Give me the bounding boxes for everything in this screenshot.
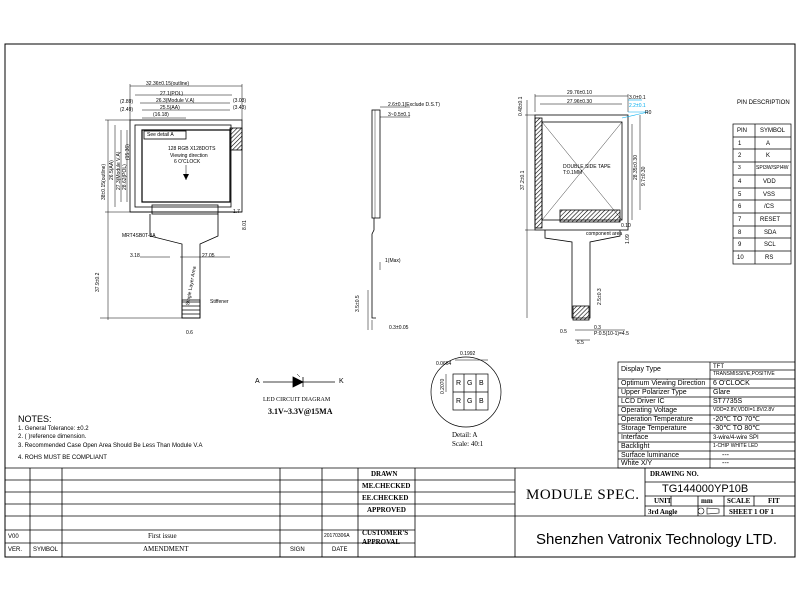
note-4: 4. ROHS MUST BE COMPLIANT (18, 455, 107, 461)
led-cathode-label: K (339, 378, 344, 385)
dim-2-49: (2.49) (120, 107, 134, 113)
spec-op-temp-value: -20℃ TO 70℃ (713, 416, 760, 423)
dim-2-89: (2.89) (120, 99, 134, 105)
tb-company: Shenzhen Vatronix Technology LTD. (536, 531, 777, 548)
tb-drawing-no: TG144000YP10B (662, 483, 749, 495)
spec-luminance-value: --- (722, 452, 729, 459)
pin-1: 1 (738, 141, 742, 147)
back-dim-height: 37.2±0.1 (520, 170, 526, 190)
screen-text-clock: 6 O'CLOCK (174, 159, 201, 165)
spec-storage-temp-label: Storage Temperature (621, 425, 687, 432)
back-view (525, 94, 640, 340)
tb-approved: APPROVED (367, 506, 406, 514)
tape-label-2: T:0.1MM (563, 170, 583, 176)
pin-8-symbol: SDA (764, 230, 777, 236)
back-fpc (545, 230, 623, 318)
fpc-single-layer-label: Single Layer Area (185, 265, 198, 306)
pin-3: 3 (738, 165, 741, 171)
tb-header-sign: SIGN (290, 547, 305, 553)
dim-height-total: 37.9±0.2 (95, 272, 101, 292)
side-dim-0-3: 0.3±0.05 (389, 325, 409, 331)
tb-unit-label: UNIT (654, 497, 672, 505)
back-dim-inner: 28.35±0.30 (633, 155, 639, 180)
component-area-label: component area (586, 231, 623, 237)
front-hatch (230, 128, 242, 150)
dim-aa-width: 25.5(AA) (160, 105, 180, 111)
dim-3-43: (3.43) (233, 105, 247, 111)
tb-header-symbol: SYMBOL (33, 547, 59, 553)
tb-module-spec: MODULE SPEC. (526, 487, 640, 503)
back-dim-0-5: 0.5 (560, 329, 567, 335)
back-dim-pitch: P:0.5(10-1)=4.5 (594, 331, 629, 337)
pin-header-pin: PIN (737, 128, 748, 134)
side-body (372, 110, 380, 218)
spec-display-type-label: Display Type (621, 366, 661, 373)
spec-backlight-label: Backlight (621, 443, 650, 450)
back-fpc-contacts (573, 306, 589, 320)
note-3: 3. Recommended Case Open Area Should Be Less Than Module V.A (18, 443, 203, 449)
tb-scale-label: SCALE (727, 497, 751, 505)
tb-me-checked: ME.CHECKED (362, 482, 411, 490)
detail-cell-g1: G (467, 380, 473, 387)
spec-driver-label: LCD Driver IC (621, 398, 665, 405)
tb-header-date: DATE (332, 547, 348, 553)
back-dim-right-2: 2.2±0.1 (629, 103, 646, 109)
pin-10-symbol: RS (765, 255, 774, 261)
tb-rev-ver: V00 (8, 534, 19, 540)
detail-cell-g2: G (467, 398, 473, 405)
pin-header-symbol: SYMBOL (760, 128, 786, 134)
pin-10: 10 (737, 255, 744, 261)
spec-white-value: --- (722, 460, 729, 467)
tb-scale-value: FIT (768, 497, 780, 505)
spec-op-temp-label: Operation Temperature (621, 416, 693, 423)
spec-viewing-label: Optimum Viewing Direction (621, 380, 706, 387)
led-anode-label: A (255, 378, 260, 385)
spec-voltage-label: Operating Voltage (621, 407, 678, 414)
detail-cell-r2: R (456, 398, 462, 405)
dim-va-width: 26.3(Module V.A) (156, 98, 195, 104)
note-1: 1. General Tolerance: ±0.2 (18, 426, 89, 432)
spec-luminance-label: Surface luminance (621, 452, 679, 459)
dim-1-7: 1.7 (233, 209, 240, 215)
dim-outline-width: 32.36±0.15(outline) (146, 81, 190, 87)
led-circuit (263, 374, 335, 387)
tb-customers-approval-1: CUSTOMER'S (362, 529, 409, 537)
pin-4-symbol: VDD (763, 179, 776, 185)
detail-cell-r1: R (456, 380, 462, 387)
pin-table (733, 124, 791, 264)
pin-5-symbol: VSS (763, 192, 776, 198)
led-circuit-spec: 3.1V~3.3V@15MA (268, 407, 333, 416)
pin-6: 6 (738, 204, 742, 210)
detail-cell-b2: B (479, 398, 484, 405)
tb-rev-date: 20170306A (324, 533, 350, 539)
dim-3-18: 3.18 (130, 253, 140, 259)
spec-storage-temp-value: -30℃ TO 80℃ (713, 425, 760, 432)
tb-rev-amendment: First issue (148, 532, 177, 540)
tb-angle-label: 3rd Angle (648, 508, 678, 516)
detail-label: Detail: A (452, 431, 478, 439)
pin-6-symbol: /CS (764, 204, 775, 210)
side-dim-3-5: 3.5±0.5 (355, 295, 361, 312)
tb-header-amendment: AMENDMENT (143, 545, 189, 553)
tb-customers-approval-2: APPROVAL (362, 538, 400, 546)
third-angle-symbol-icon (698, 508, 719, 514)
dim-height-aa: 26.5(AA) (109, 160, 115, 180)
note-2: 2. ( )reference dimension. (18, 434, 87, 440)
back-dim-0-3: 0.3 (594, 325, 601, 331)
see-detail-label: See detail A (147, 132, 174, 138)
pin-9-symbol: SCL (764, 242, 776, 248)
side-dim-glass: 3~0.5±0.1 (388, 112, 411, 118)
screen-text-viewing: Viewing direction (170, 153, 208, 159)
spec-backlight-value: 1-CHIP WHITE LED (713, 443, 758, 449)
dim-height-outline: 38±0.15(outline) (101, 163, 107, 200)
back-dim-left-top: 0.48±0.1 (518, 96, 524, 116)
side-dim-top: 2.6±0.1(Exclude D.S.T) (388, 102, 440, 108)
spec-viewing-value: 6 O'CLOCK (713, 380, 750, 387)
side-view (368, 107, 410, 330)
dim-8-01: 8.01 (242, 220, 248, 230)
pin-7-symbol: RESET (760, 217, 781, 223)
spec-interface-value: 3-wire/4-wire SPI (713, 435, 759, 441)
pin-description-title: PIN DESCRIPTION (737, 100, 790, 106)
ic-label: MRT4SB0T-3A (122, 233, 156, 239)
front-bottom-strip (152, 205, 218, 214)
tb-drawing-no-label: DRAWING NO. (650, 470, 699, 478)
back-dim-2-5: 2.5±0.3 (597, 288, 603, 305)
spec-voltage-value: VDD=2.8V,VDDI=1.8V/2.8V (713, 407, 775, 413)
pin-3-symbol: SPI3W/SPI4W (756, 165, 789, 171)
tb-header-ver: VER. (8, 547, 23, 553)
dim-height-pol: 28.62(POL) (122, 164, 128, 190)
front-view (100, 81, 242, 320)
side-fpc (372, 218, 376, 318)
pin-2: 2 (738, 153, 742, 159)
back-component-area (560, 210, 620, 222)
spec-polarizer-value: Glare (713, 389, 731, 396)
side-dim-1-max: 1(Max) (385, 258, 401, 264)
spec-polarizer-label: Upper Polarizer Type (621, 389, 687, 396)
spec-interface-label: Interface (621, 434, 649, 441)
tb-sheet: SHEET 1 OF 1 (729, 508, 774, 516)
back-hatch-left (535, 118, 542, 228)
detail-dim-0-0664: 0.0664 (436, 361, 452, 367)
stiffener-label: Stiffener (210, 299, 229, 305)
tape-label-1: DOUBLE SIDE TAPE (563, 164, 611, 170)
back-dim-5-5: 5.5 (577, 340, 584, 346)
spec-display-type-value-2: TRANSMISSIVE,POSITIVE (713, 371, 775, 377)
pin-8: 8 (738, 230, 742, 236)
pin-7: 7 (738, 217, 742, 223)
spec-white-label: White X/Y (621, 460, 653, 467)
screen-text-resolution: 128 RGB X128DOTS (168, 146, 216, 152)
led-circuit-title: LED CIRCUIT DIAGRAM (263, 397, 331, 403)
dim-height-va: 27.3(Module V.A) (116, 151, 122, 190)
notes-title: NOTES: (18, 414, 52, 424)
pin-5: 5 (738, 192, 742, 198)
back-dim-width-2: 27.96±0.30 (567, 99, 592, 105)
back-dim-1-09: 1.09 (625, 234, 631, 244)
tb-ee-checked: EE.CHECKED (362, 494, 409, 502)
pin-4: 4 (738, 179, 742, 185)
pin-1-symbol: A (766, 141, 771, 147)
detail-cell-b1: B (479, 380, 484, 387)
detail-dim-0-2070: 0.2070 (440, 378, 446, 394)
back-dim-r: R0 (645, 110, 652, 116)
tb-unit-value: mm (701, 497, 713, 505)
spec-driver-value: ST7735S (713, 398, 743, 405)
dim-15-36: (15.36) (125, 144, 131, 160)
dim-27-05: 27.05 (202, 253, 215, 259)
dim-0-6: 0.6 (186, 330, 193, 336)
detail-scale: Scale: 40:1 (452, 440, 484, 448)
back-dim-9-7: 9.7±0.30 (641, 166, 647, 186)
dim-left-offset: (16.18) (153, 112, 169, 118)
back-dim-right-1: 3.0±0.1 (629, 95, 646, 101)
dim-3-03: (3.03) (233, 98, 247, 104)
pin-9: 9 (738, 242, 742, 248)
detail-dim-0-1992: 0.1992 (460, 351, 476, 357)
back-dim-width-1: 29.76±0.10 (567, 90, 592, 96)
spec-display-type-value: TFT (713, 364, 724, 370)
pin-2-symbol: K (766, 153, 771, 159)
tb-drawn: DRAWN (371, 470, 398, 478)
back-dim-0-10: 0.10 (621, 223, 631, 229)
dim-pol-width: 27.1(POL) (160, 91, 184, 97)
